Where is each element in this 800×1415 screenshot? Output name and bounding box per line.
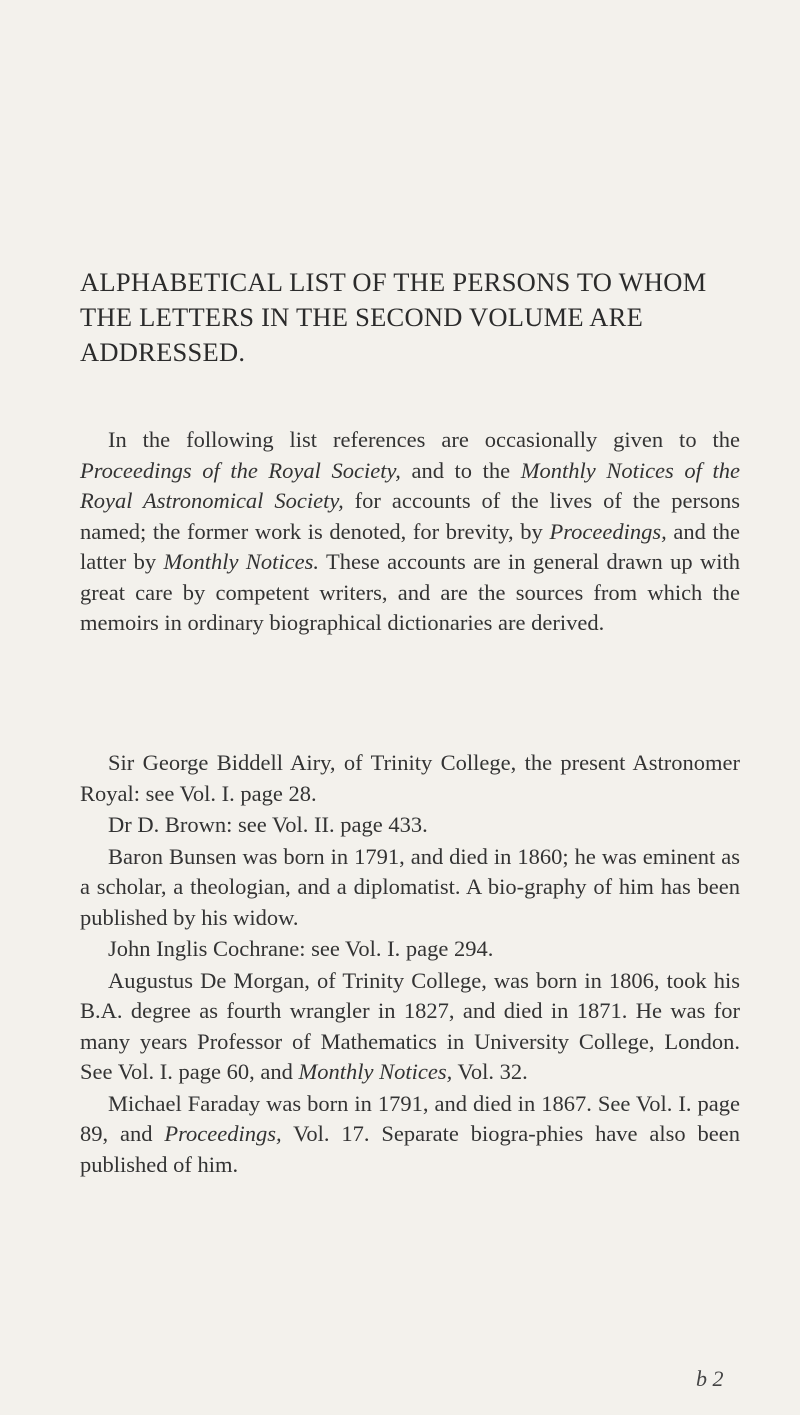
text-run: Sir George Biddell Airy, of Trinity College, the present Astronomer Royal: see Vol. I. page 28. [80,750,740,806]
text-run: In the following list references are occasionally given to the [108,427,740,452]
italic-title-ref: Monthly Notices of the Royal Astronomical Society, [80,457,740,513]
text-run: and to the [400,457,521,483]
page-title: ALPHABETICAL LIST OF THE PERSONS TO WHOM THE LETTERS IN THE SECOND VOLUME ARE ADDRESSED. [80,267,707,367]
italic-title-ref: Proceedings, [164,1121,282,1146]
text-run: Augustus De Morgan, of Trinity College, was born in 1806, took his B.A. degree as fourth wrangler in 1827, and died in 1871. He was for many years Professor of Mathematics in University College, London. See Vol. I. page 60, and [80,967,740,1084]
text-run: Vol. 17. Separate biogra-phies have also been published of him. [80,1121,740,1177]
text-run: Michael Faraday was born in 1791, and died in 1867. See Vol. I. page 89, and [80,1090,740,1146]
text-run: Vol. 32. [452,1059,528,1084]
intro-paragraph [80,425,740,639]
text-run: Dr D. Brown: see Vol. II. page 433. [108,812,428,837]
italic-title-ref: Monthly Notices, [298,1059,453,1084]
list-entry [80,966,740,1088]
folio-signature: b 2 [696,1366,724,1391]
italic-title-ref: Proceedings of the Royal Society, [80,457,401,483]
text-run: and the latter by [80,518,740,574]
text-run: John Inglis Cochrane: see Vol. I. page 294. [108,936,494,961]
italic-title-ref: Monthly Notices. [163,549,319,574]
list-entry [80,810,740,841]
italic-title-ref: Proceedings, [549,518,667,544]
text-run: Baron Bunsen was born in 1791, and died in 1860; he was eminent as a scholar, a theologian, and a diplomatist. A bio-graphy of him has been published by his widow. [80,843,740,930]
list-entry [80,934,740,965]
text-run: for accounts of the lives of the persons named; the former work is denoted, for brevity, by [80,488,740,544]
entry-list [80,748,740,1181]
list-entry [80,842,740,934]
list-entry [80,1089,740,1181]
list-entry [80,748,740,809]
text-run: These accounts are in general drawn up with great care by competent writers, and are the sources from which the memoirs in ordinary biographical dictionaries are derived. [80,549,740,635]
